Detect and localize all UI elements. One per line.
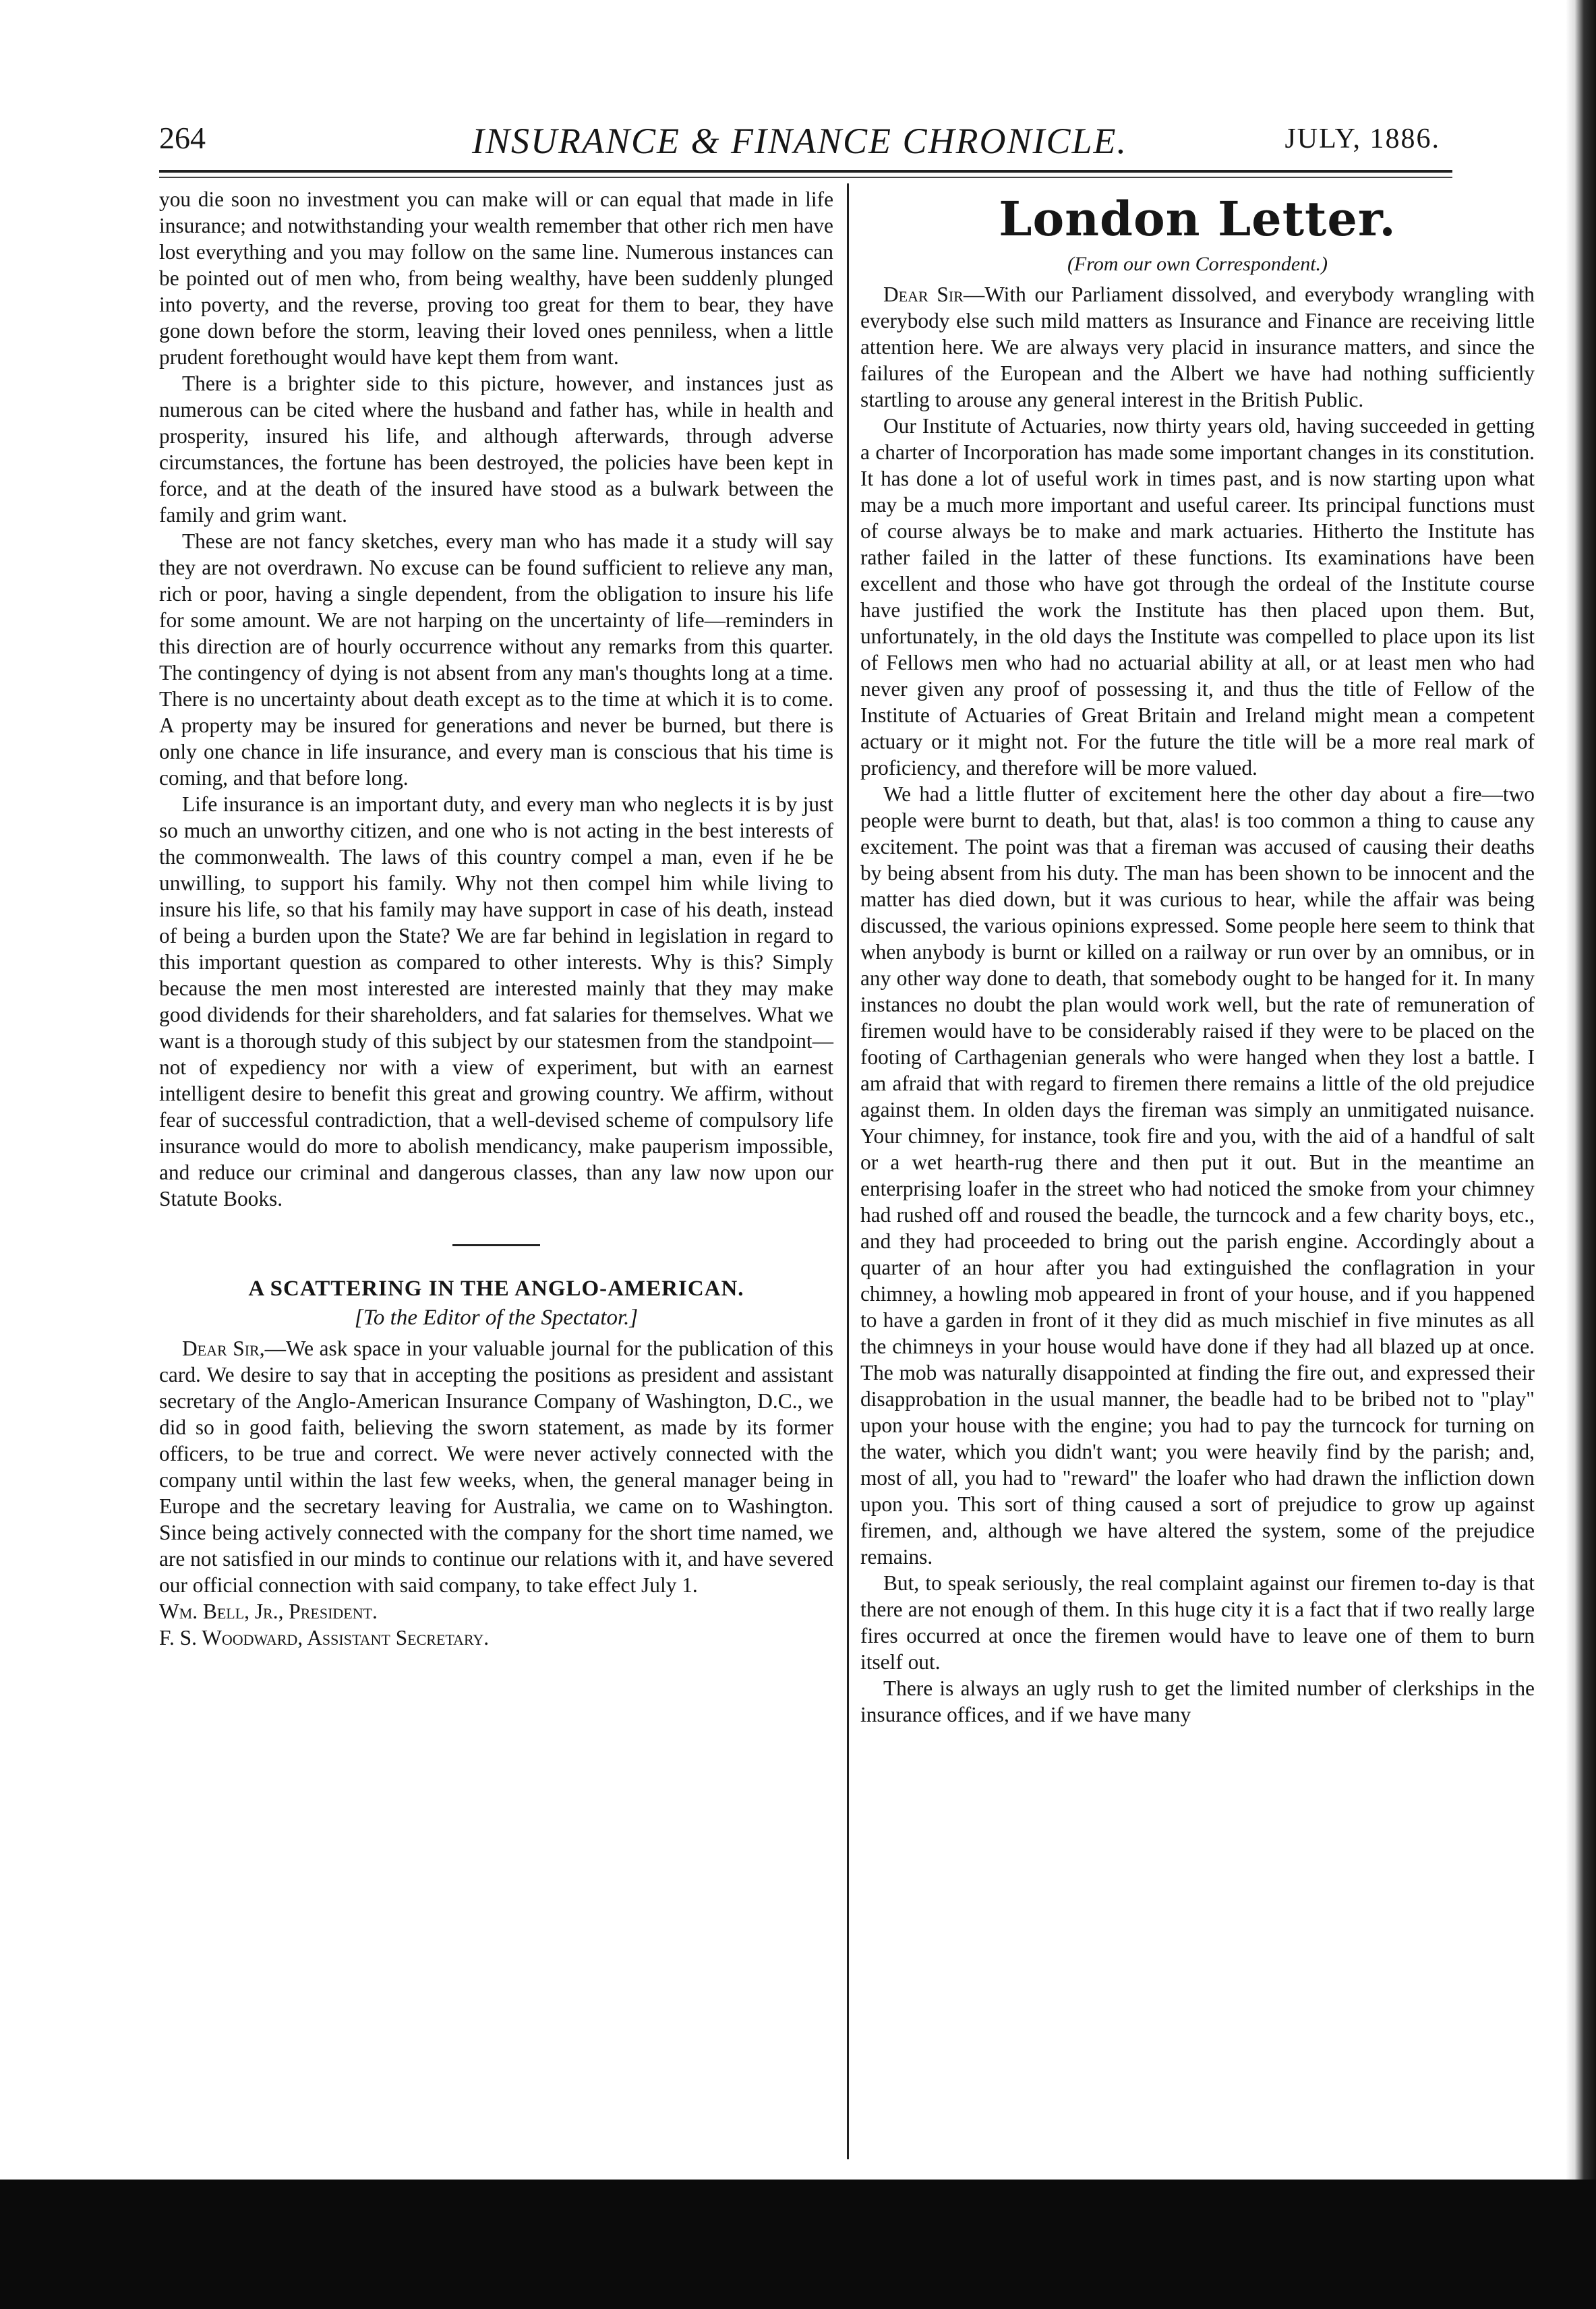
- page-header: [159, 120, 1440, 167]
- london-letter-title: London Letter.: [999, 191, 1396, 247]
- header-rule: [159, 170, 1452, 173]
- paragraph: Life insurance is an important duty, and every man who neglects it is by just so much an unworthy citizen, and one who is not acting in the best interests of the commonwealth. The laws of this country compel a man, even if he be unwilling, to support his family. Why not then compel him while living to insure his life, so that his family may have support in case of his death, instead of being a burden upon the State? We are far behind in legislation in regard to this important question as compared to other interests. Why is this? Simply because the men most interested are interested mainly that they may make good dividends for their shareholders, and fat salaries for themselves. What we want is a thorough study of this subject by our statesmen from the standpoint—not of expediency nor with a view of experiment, but with an earnest intelligent desire to benefit this great and growing country. We affirm, without fear of successful contradiction, that a well-devised scheme of compulsory life insurance would do more to abolish mendicancy, make pauperism impossible, and reduce our criminal and dangerous classes, than any law now upon our Statute Books.: [159, 792, 833, 1210]
- paragraph: There is always an ugly rush to get the limited number of clerkships in the insurance offices, and if we have many: [860, 1676, 1535, 1726]
- article-subtitle: [To the Editor of the Spectator.]: [354, 1306, 639, 1330]
- signature-president: Wm. Bell, Jr., President.: [159, 1600, 378, 1623]
- paragraph: But, to speak seriously, the real complaint against our firemen to-day is that there are not enough of them. In this huge city it is a fact that if two really large fires occurred at once the firemen would have to leave one of them to burn itself out.: [860, 1571, 1535, 1674]
- london-letter-subtitle: (From our own Correspondent.): [1067, 253, 1328, 275]
- paragraph-text: —With our Parliament dissolved, and everybody wrangling with everybody else such mild matters as Insurance and Finance are receiving little attention here. We are always very placid in insurance matters, and since the failures of the European and the Albert we have had nothing sufficiently startling to arouse any general interest in the British Public.: [860, 283, 1535, 411]
- paragraph: There is a brighter side to this picture, however, and instances just as numerous can be cited where the husband and father has, while in health and prosperity, insured his life, and although afterwards, through adverse circumstances, the fortune has been destroyed, the policies have been kept in force, and at the death of the insured have stood as a bulwark between the family and grim want.: [159, 372, 833, 527]
- article-body: [159, 1335, 833, 1598]
- paragraph: These are not fancy sketches, every man who has made it a study will say they are not overdrawn. No excuse can be found sufficient to relieve any man, rich or poor, having a single dependent, from the obligation to insure his life for some amount. We are not harping on the uncertainty of life—reminders in this direction are of hourly occurrence without any remarks from this quarter. The contingency of dying is not absent from any man's thoughts long at a time. There is no uncertainty about death except as to the time at which it is to come. A property may be insured for generations and never be burned, but there is only one chance in life insurance, and every man is conscious that his time is coming, and that before long.: [159, 529, 833, 790]
- issue-date: JULY, 1886.: [1284, 123, 1440, 154]
- paragraph: We had a little flutter of excitement here the other day about a fire—two people were burnt to death, but that, alas! is too common a thing to cause any excitement. The point was that a fireman was accused of causing their deaths by being absent from his duty. The man has been shown to be innocent and the matter has died down, but it was curious to hear, while the affair was being discussed, the various opinions expressed. Some people here seem to think that when anybody is burnt or killed on a railway or run over by an omnibus, or in any other way done to death, that somebody ought to be hanged for it. In many instances no doubt the plan would work well, but the rate of remuneration of firemen would have to be considerably raised if they were to be placed on the footing of Carthagenian generals who were hanged when they lost a battle. I am afraid that with regard to firemen there remains a little of the old prejudice against them. In olden days the fireman was simply an unmitigated nuisance. Your chimney, for instance, took fire and you, with the aid of a handful of salt or a wet hearth-rug there and then put it out. But in the meantime an enterprising loafer in the street who had noticed the smoke from your chimney had rushed off and roused the beadle, the turncock and a few charity boys, etc., and they had proceeded to bring out the parish engine. Accordingly about a quarter of an hour after you had extinguished the conflagration in your chimney, a howling mob appeared in front of your house, and if you happened to have a garden in front of it they did as much mischief in five minutes as all the chimneys in your house would have done if they had all blazed up at once. The mob was naturally disappointed at finding the fire out, and expressed their disapprobation in the usual manner, the beadle had to be bribed not to "play" upon your house with the engine; you had to pay the turncock for turning on the water, which you didn't want; you were heavily find by the parish; and, most of all, you had to "reward" the loafer who had drawn the infliction down upon you. This sort of thing caused a sort of prejudice to grow up against firemen, and, although we have altered the system, some of the prejudice remains.: [860, 782, 1535, 1569]
- publication-title: INSURANCE & FINANCE CHRONICLE.: [471, 121, 1127, 161]
- article-title: A SCATTERING IN THE ANGLO-AMERICAN.: [248, 1277, 744, 1301]
- salutation: Dear Sir: [883, 283, 964, 306]
- article-body-text: —We ask space in your valuable journal for the publication of this card. We desire to say that in accepting the positions as president and assistant secretary of the Anglo-American Insurance Company of Washington, D.C., we did so in good faith, believing the sworn statement, as made by its former officers, to be true and correct. We were never actively connected with the company until within the last few weeks, when, the general manager being in Europe and the secretary leaving for Australia, we came on to Washington. Since being actively connected with the company for the short time named, we are not satisfied in our minds to continue our relations with it, and have severed our official connection with said company, to take effect July 1.: [159, 1337, 833, 1597]
- page-number: 264: [159, 121, 206, 155]
- right-column: [860, 186, 1535, 1728]
- section-divider: [452, 1244, 540, 1246]
- signature-secretary: F. S. Woodward, Assistant Secretary.: [159, 1626, 490, 1649]
- scan-bottom-band: [0, 2180, 1596, 2309]
- left-column: [159, 186, 833, 1651]
- paragraph: Our Institute of Actuaries, now thirty years old, having succeeded in getting a charter of Incorporation has made some important changes in its constitution. It has done a lot of useful work in times past, and is now starting upon what may be a much more important and useful career. Its principal functions must of course always be to make and mark actuaries. Hitherto the Institute has rather failed in the latter of these functions. Its examinations have been excellent and those who have got through the ordeal of the Institute course have justified the work the Institute has then placed upon them. But, unfortunately, in the old days the Institute was compelled to place upon its list of Fellows men who had no actuarial ability at all, or at least men who had never given any proof of possessing it, and thus the title of Fellow of the Institute of Actuaries of Great Britain and Ireland might mean a competent actuary or it might not. For the future the title will be a more real mark of proficiency, and therefore will be more valued.: [860, 414, 1535, 780]
- header-rule-thin: [159, 177, 1452, 178]
- paragraph: [860, 281, 1535, 413]
- salutation: Dear Sir,: [182, 1337, 265, 1360]
- scan-edge: [1566, 0, 1596, 2180]
- paragraph: you die soon no investment you can make will or can equal that made in life insurance; and notwithstanding your wealth remember that other rich men have lost everything and you may follow on the same line. Numerous instances can be pointed out of men who, from being wealthy, have been suddenly plunged into poverty, and the reverse, proving too great for them to bear, they have gone down before the storm, leaving their loved ones penniless, when a little prudent forethought would have kept them from want.: [159, 187, 833, 369]
- column-divider: [847, 183, 849, 2159]
